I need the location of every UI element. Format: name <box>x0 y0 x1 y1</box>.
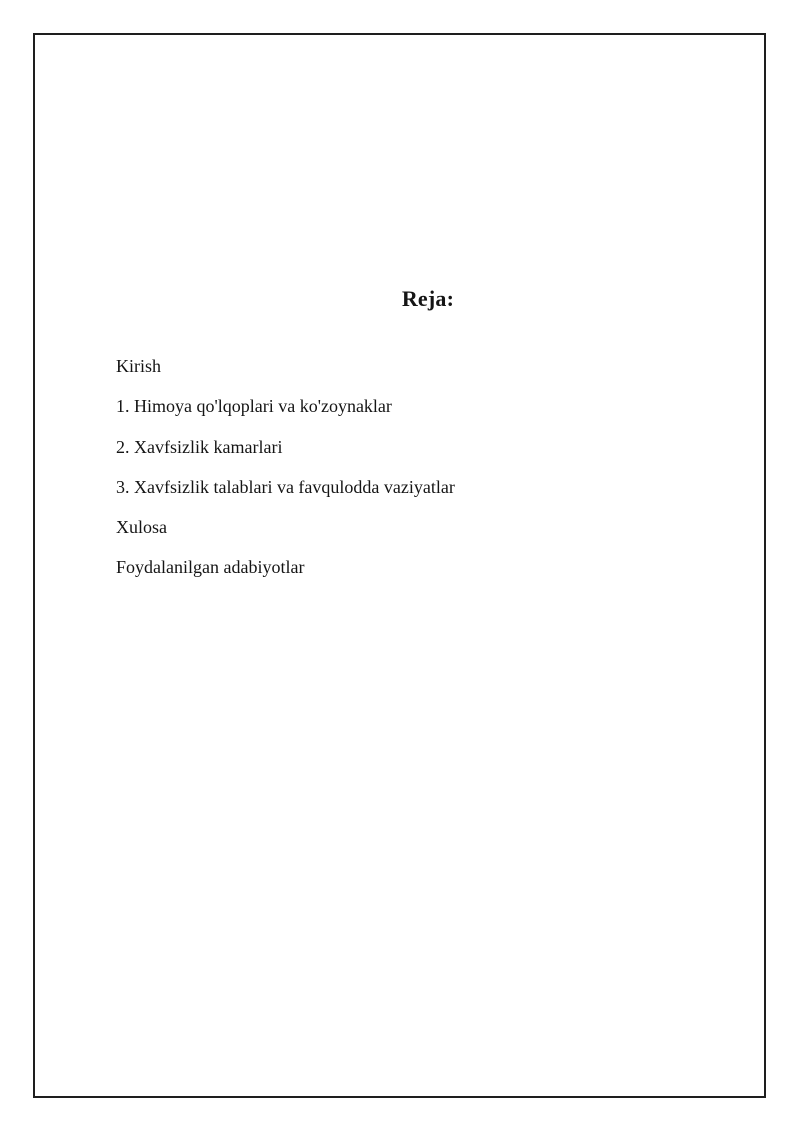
plan-list-item: Foydalanilgan adabiyotlar <box>116 557 305 578</box>
plan-list <box>116 346 716 588</box>
plan-list-item: Xulosa <box>116 517 167 538</box>
plan-list-item: 1. Himoya qo'lqoplari va ko'zoynaklar <box>116 396 392 417</box>
plan-list-item: 3. Xavfsizlik talablari va favqulodda vaziyatlar <box>116 476 455 497</box>
plan-list-item: 2. Xavfsizlik kamarlari <box>116 436 283 457</box>
page-title: Reja: <box>401 285 455 311</box>
plan-list-item: Kirish <box>116 356 161 376</box>
